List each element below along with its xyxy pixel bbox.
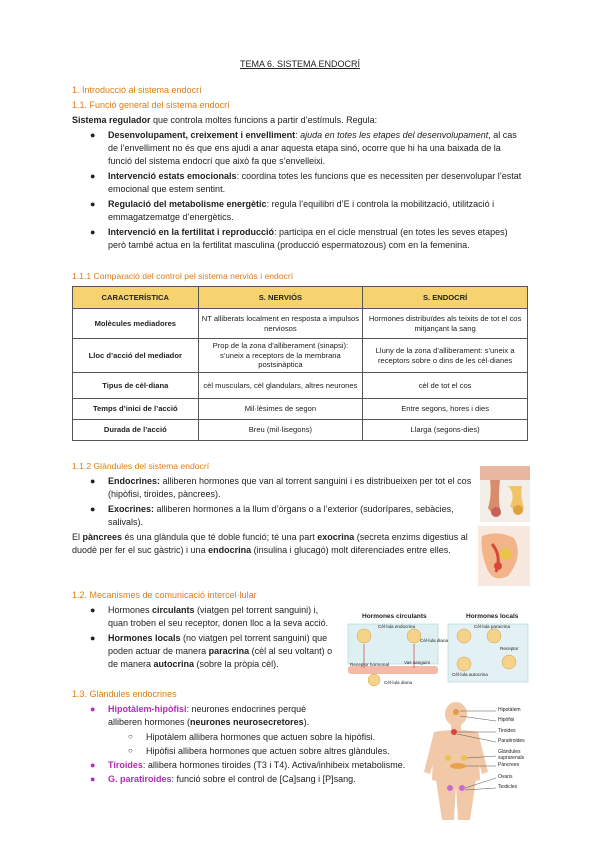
bullet-icon: ● xyxy=(90,504,96,514)
list-item: Hipòfisi allibera hormones que actuen sobre altres glàndules. xyxy=(146,746,390,756)
table-cell: Molècules mediadores xyxy=(73,309,199,339)
figure-label: Ovaris xyxy=(498,774,513,780)
list-item: Hormones locals (no viatgen pel torrent sanguini) que poden actuar de manera paracrina (cèl al seu voltant) o de manera autocrina (sobre la pròpia cèl). xyxy=(108,633,333,670)
bullet-icon: ● xyxy=(90,704,96,714)
table-cell: Llarga (segons-dies) xyxy=(363,420,528,441)
table-cell: Temps d’inici de l’acció xyxy=(73,399,199,420)
figure-label: Testicles xyxy=(498,784,518,790)
circle-bullet-icon: ○ xyxy=(128,746,133,755)
figure-label: Tiroides xyxy=(498,728,516,734)
column-header: S. NERVIÓS xyxy=(198,287,363,309)
table-cell: Prop de la zona d’alliberament (sinapsi): s’uneix a receptors de la membrana postsinàptica xyxy=(198,339,363,373)
bullet-icon: ● xyxy=(90,227,96,237)
table-cell: Hormones distribuïdes als teixits de tot el cos mitjançant la sang xyxy=(363,309,528,339)
subsection-heading-1-1-2: 1.1.2 Glàndules del sistema endocrí xyxy=(72,461,210,471)
comparison-table xyxy=(72,286,528,441)
subsection-heading-1-1: 1.1. Funció general del sistema endocrí xyxy=(72,100,230,110)
figure-label: Glàndules suprarenals xyxy=(498,749,525,761)
table-cell: Tipus de cèl·diana xyxy=(73,373,199,399)
table-cell: cèl musculars, cèl glandulars, altres neurones xyxy=(198,373,363,399)
list-item: G. paratiroides: funció sobre el control de [Ca]sang i [P]sang. xyxy=(108,774,356,784)
table-cell: Durada de l’acció xyxy=(73,420,199,441)
intro-text: Sistema regulador que controla moltes funcions a partir d’estímuls. Regula: xyxy=(72,115,378,125)
pancreas-paragraph: El pàncrees és una glàndula que té doble funció; té una part exocrina (secreta enzims digestius al duodè per fer el suc gàstric) i una endocrina (insulina i glucagó) molt diferenciades entre elles. xyxy=(72,532,468,556)
figure-label: Cèl·lula diana xyxy=(384,680,413,685)
column-header: CARACTERÍSTICA xyxy=(73,287,199,309)
subsection-heading-1-2: 1.2. Mecanismes de comunicació intercel·lular xyxy=(72,590,257,600)
table-row xyxy=(73,373,528,399)
table-cell: Breu (mil·lisegons) xyxy=(198,420,363,441)
section-heading-1: 1. Introducció al sistema endocrí xyxy=(72,85,202,95)
table-cell: Lloc d’acció del mediador xyxy=(73,339,199,373)
list-item: Intervenció estats emocionals: coordina totes les funcions que es necessiten per desenvolupar l’estat emocional que estem sentint. xyxy=(108,171,522,195)
list-item: Regulació del metabolisme energètic: regula l’equilibri d’E i controla la mobilització, utilització i emmagatzematge d’energètics. xyxy=(108,199,495,223)
figure-label: Receptor xyxy=(500,646,519,651)
page-title: TEMA 6. SISTEMA ENDOCRÍ xyxy=(239,59,361,69)
bullet-icon: ● xyxy=(90,171,96,181)
table-cell: NT alliberats localment en resposta a impulsos nerviosos xyxy=(198,309,363,339)
bullet-icon: ● xyxy=(90,774,96,784)
list-item: Endocrines: alliberen hormones que van al torrent sanguini i es distribueixen per tot el cos (hipòfisi, tiroides, pàncrees). xyxy=(108,476,472,500)
list-item: Hormones circulants (viatgen pel torrent sanguini) i, quan troben el seu receptor, donen lloc a la seva acció. xyxy=(108,605,329,629)
circle-bullet-icon: ○ xyxy=(128,732,133,741)
table-cell: Lluny de la zona d’alliberament: s’uneix a receptors sobre o dins de les cèl·dianes xyxy=(363,339,528,373)
exocrine-gland-illustration xyxy=(480,466,530,522)
list-item: Intervenció en la fertilitat i reproducció: participa en el cicle menstrual (en totes les seves etapes) però també actua en la fertilitat masculina (producció espermatozous) com en la femenina. xyxy=(108,227,508,251)
table-row xyxy=(73,339,528,373)
figure-label: Receptor hormonal xyxy=(350,662,390,667)
subsection-heading-1-3: 1.3. Glàndules endocrines xyxy=(72,689,177,699)
figure-label: Cèl·lula diana xyxy=(420,638,449,643)
figure-label: Cèl·lula autocrina xyxy=(452,672,488,677)
bullet-icon: ● xyxy=(90,130,96,140)
table-row xyxy=(73,399,528,420)
figure-label: Hipòfisi xyxy=(498,717,515,723)
table-row xyxy=(73,420,528,441)
subsection-heading-1-1-1: 1.1.1 Comparació del control pel sistema nerviós i endocrí xyxy=(72,271,294,281)
figure-label: Vas sanguini xyxy=(404,660,430,665)
table-row xyxy=(73,309,528,339)
column-header: S. ENDOCRÍ xyxy=(363,287,528,309)
list-item: Hipotàlem-hipòfisi: neurones endocrines perquè alliberen hormones (neurones neurosecretores). xyxy=(108,704,310,728)
figure-label: Cèl·lula endocrina xyxy=(378,624,416,629)
bullet-icon: ● xyxy=(90,605,96,615)
bullet-icon: ● xyxy=(90,760,96,770)
figure-label: Hipotàlem xyxy=(498,707,521,713)
communication-figure xyxy=(344,612,532,690)
bullet-icon: ● xyxy=(90,633,96,643)
list-item: Exocrines: alliberen hormones a la llum d’òrgans o a l’exterior (sudorípares, sebàcies, salivals). xyxy=(108,504,454,528)
figure-title: Hormones locals xyxy=(466,613,519,620)
pancreas-illustration xyxy=(478,526,530,586)
bullet-icon: ● xyxy=(90,199,96,209)
table-cell: Mil·lèsimes de segon xyxy=(198,399,363,420)
list-item: Desenvolupament, creixement i envelliment: ajuda en totes les etapes del desenvolupament, al cas de l’envelliment no és que ens ajudi a anar aquesta etapa sinó, ocorre que hi ha una baixada de la funció del sistema endocrí que això fa que s’envelleixi. xyxy=(108,130,517,167)
table-cell: cèl de tot el cos xyxy=(363,373,528,399)
table-cell: Entre segons, hores i dies xyxy=(363,399,528,420)
endocrine-body-figure xyxy=(420,702,540,820)
figure-label: Paratiroides xyxy=(498,738,525,744)
figure-title: Hormones circulants xyxy=(362,613,427,620)
figure-label: Pàncrees xyxy=(498,762,520,768)
list-item: Hipotàlem allibera hormones que actuen sobre la hipòfisi. xyxy=(146,732,376,742)
list-item: Tiroides: allibera hormones tiroides (T3 i T4). Activa/inhibeix metabolisme. xyxy=(108,760,406,770)
figure-label: Cèl·lula paracrina xyxy=(474,624,511,629)
bullet-icon: ● xyxy=(90,476,96,486)
